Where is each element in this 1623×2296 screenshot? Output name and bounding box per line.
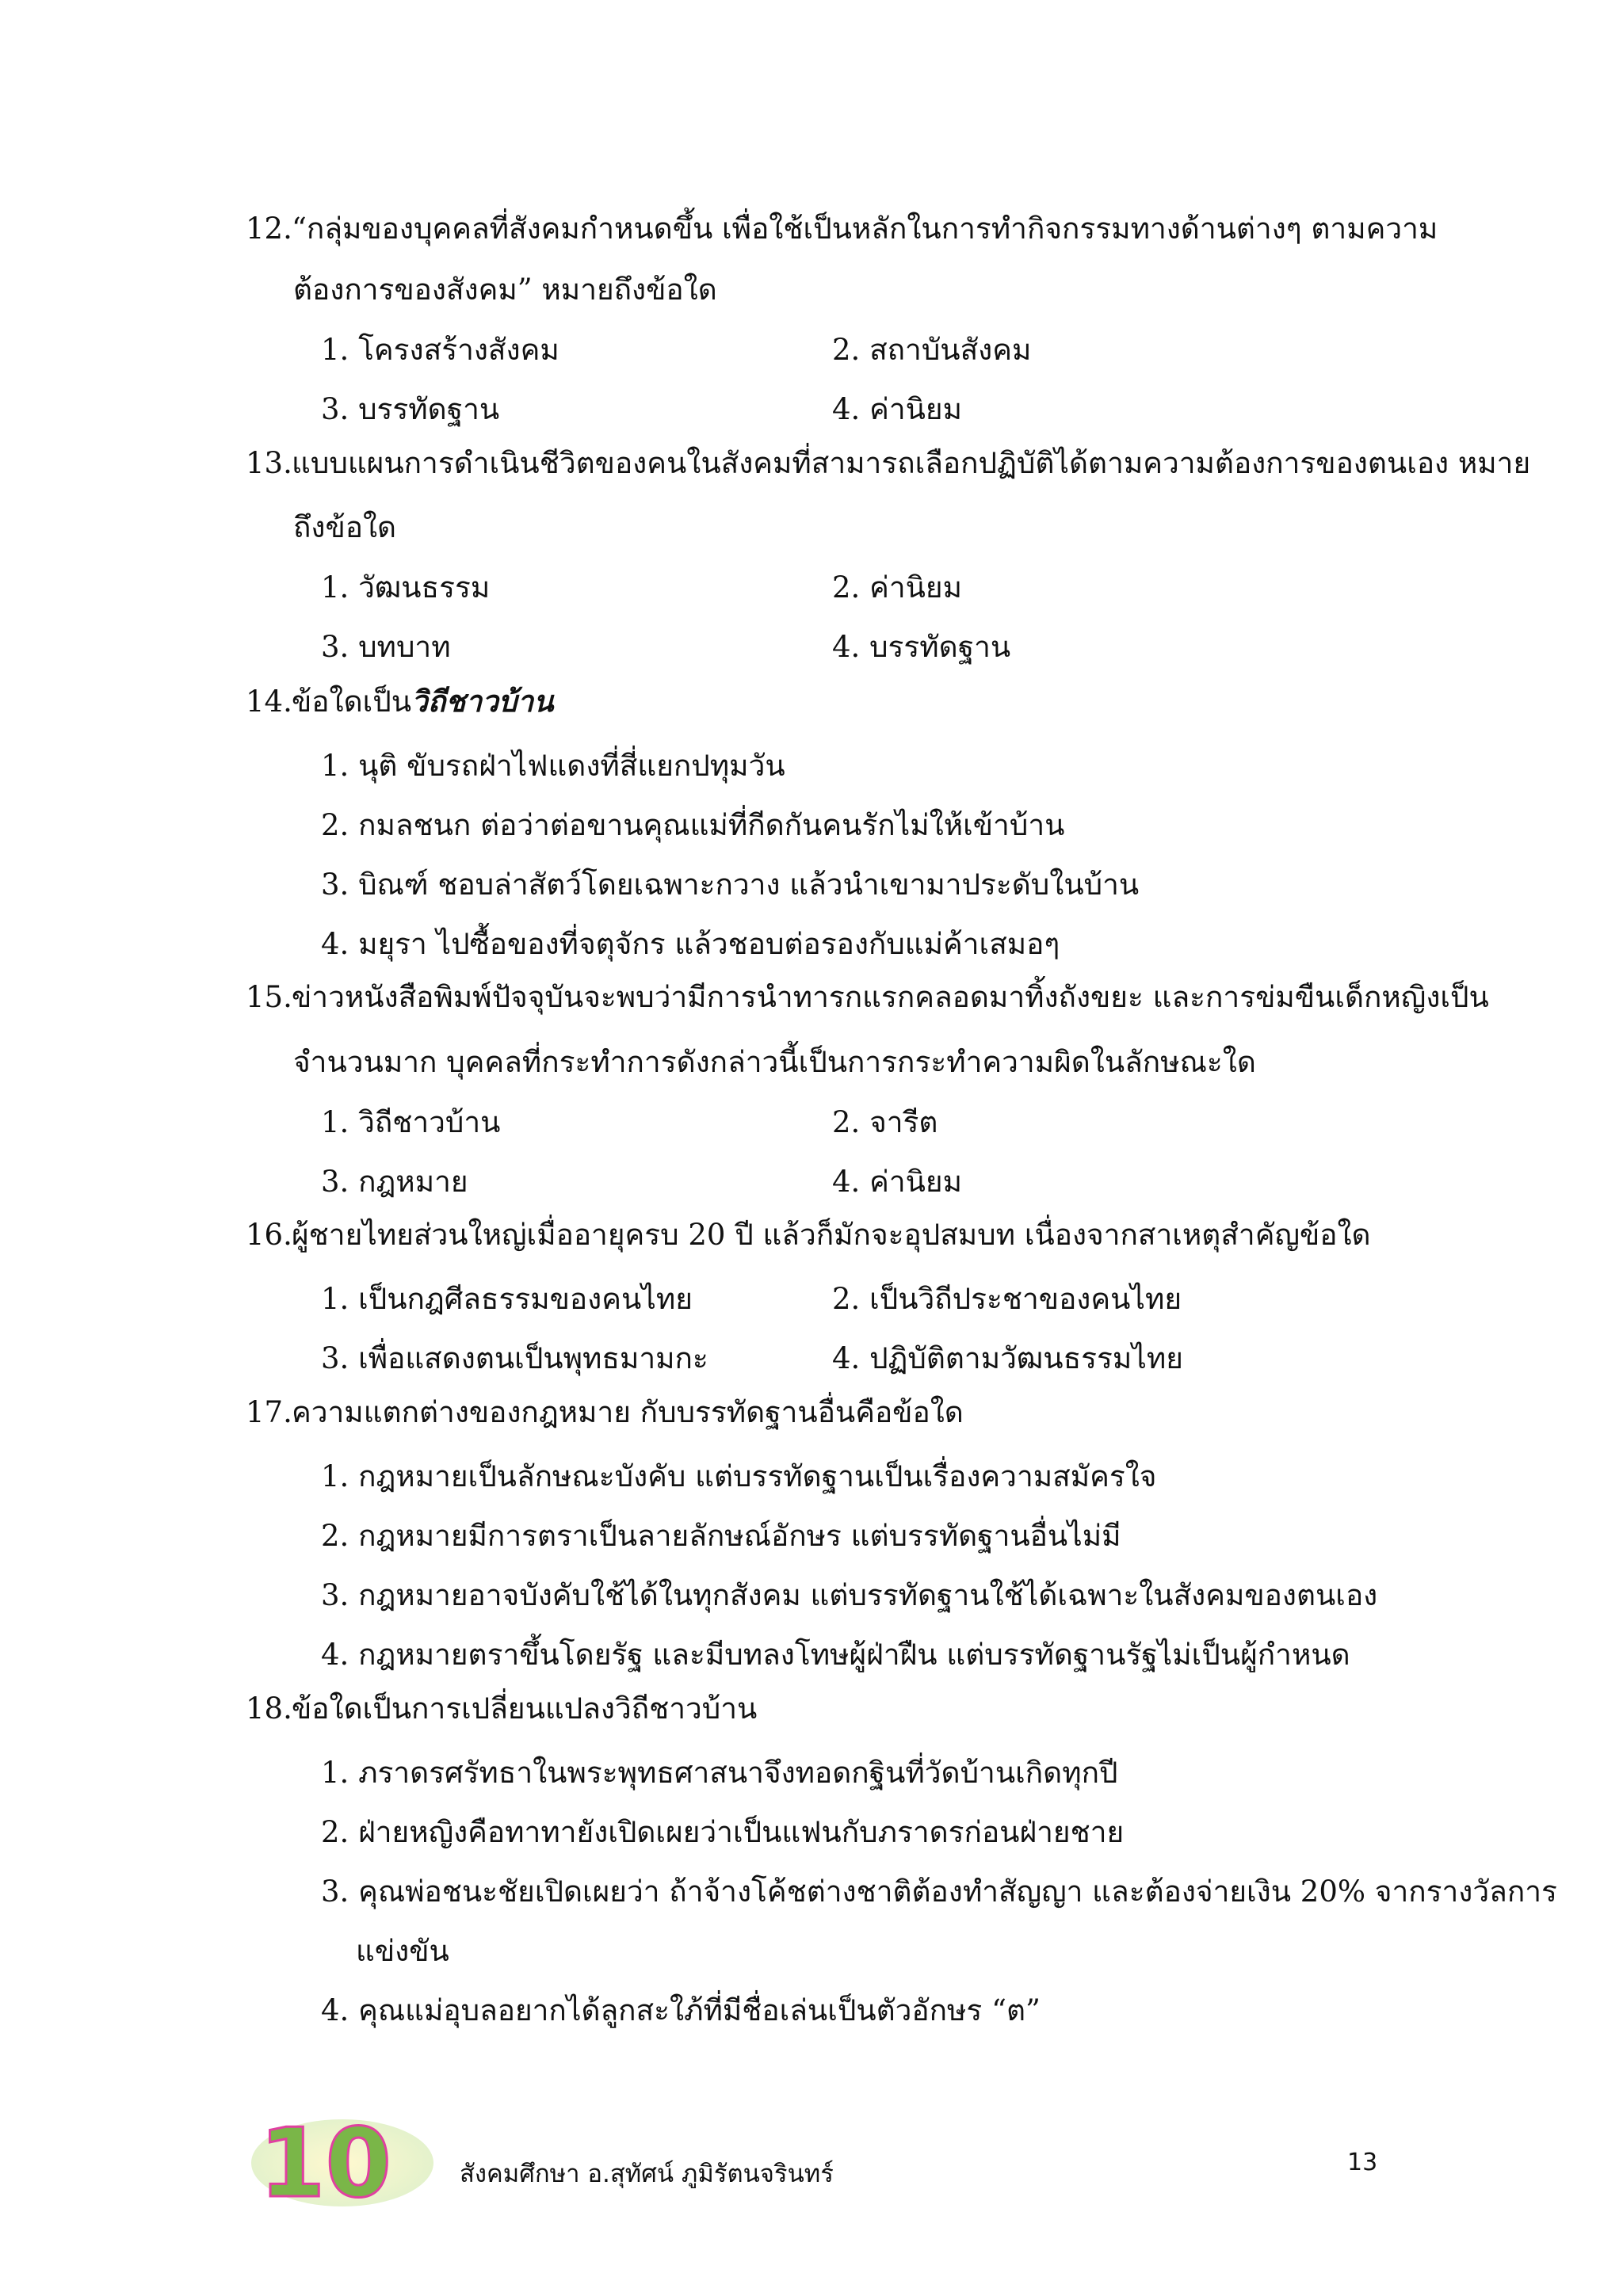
option: 3. บิณฑ์ ชอบล่าสัตว์โดยเฉพาะกวาง แล้วนำเขามาประดับในบ้าน: [321, 868, 1140, 902]
option: 4. คุณแม่อุบลอยากได้ลูกสะใภ้ที่มีชื่อเล่นเป็นตัวอักษร “ต”: [321, 1993, 1041, 2027]
option: 1. โครงสร้างสังคม: [321, 333, 559, 367]
question-16: 16.ผู้ชายไทยส่วนใหญ่เมื่ออายุครบ 20 ปี แล้วก็มักจะอุปสมบท เนื่องจากสาเหตุสำคัญข้อใด: [246, 1218, 1371, 1252]
question-15-cont: จำนวนมาก บุคคลที่กระทำการดังกล่าวนี้เป็นการกระทำความผิดในลักษณะใด: [293, 1045, 1256, 1079]
question-text: ข้อใดเป็น: [292, 685, 412, 719]
option: 4. บรรทัดฐาน: [832, 630, 1011, 664]
question-15: 15.ข่าวหนังสือพิมพ์ปัจจุบันจะพบว่ามีการนำทารกแรกคลอดมาทิ้งถังขยะ และการข่มขืนเด็กหญิงเป็น: [246, 980, 1489, 1014]
option: 1. วิถีชาวบ้าน: [321, 1105, 501, 1139]
option: 4. มยุรา ไปซื้อของที่จตุจักร แล้วชอบต่อรองกับแม่ค้าเสมอๆ: [321, 927, 1060, 961]
option: 3. กฎหมายอาจบังคับใช้ได้ในทุกสังคม แต่บรรทัดฐานใช้ได้เฉพาะในสังคมของตนเอง: [321, 1578, 1378, 1612]
question-12-cont: ต้องการของสังคม” หมายถึงข้อใด: [293, 273, 717, 307]
option: 2. เป็นวิถีประชาของคนไทย: [832, 1282, 1182, 1316]
footer-author: สังคมศึกษา อ.สุทัศน์ ภูมิรัตนจรินทร์: [460, 2160, 834, 2188]
page-number: 13: [1347, 2149, 1378, 2176]
option: 4. กฎหมายตราขึ้นโดยรัฐ และมีบทลงโทษผู้ฝ่าฝืน แต่บรรทัดฐานรัฐไม่เป็นผู้กำหนด: [321, 1638, 1350, 1672]
question-text: ผู้ชายไทยส่วนใหญ่เมื่ออายุครบ 20 ปี แล้วก็มักจะอุปสมบท เนื่องจากสาเหตุสำคัญข้อใด: [292, 1218, 1371, 1252]
option: 1. ภราดรศรัทธาในพระพุทธศาสนาจึงทอดกฐินที่วัดบ้านเกิดทุกปี: [321, 1756, 1118, 1790]
option: 1. นุติ ขับรถฝ่าไฟแดงที่สี่แยกปทุมวัน: [321, 749, 785, 783]
logo-digits: 10: [259, 2109, 391, 2210]
option: 2. สถาบันสังคม: [832, 333, 1032, 367]
question-14: 14.ข้อใดเป็นวิถีชาวบ้าน: [246, 684, 554, 719]
option: 1. วัฒนธรรม: [321, 570, 491, 605]
question-18: 18.ข้อใดเป็นการเปลี่ยนแปลงวิถีชาวบ้าน: [246, 1691, 758, 1726]
option: 2. กฎหมายมีการตราเป็นลายลักษณ์อักษร แต่บรรทัดฐานอื่นไม่มี: [321, 1519, 1121, 1553]
question-13-cont: ถึงข้อใด: [293, 510, 397, 544]
question-text: แบบแผนการดำเนินชีวิตของคนในสังคมที่สามารถเลือกปฏิบัติได้ตามความต้องการของตนเอง หมาย: [292, 446, 1531, 480]
question-text: ความแตกต่างของกฎหมาย กับบรรทัดฐานอื่นคือข้อใด: [292, 1395, 964, 1429]
question-emphasis: วิถีชาวบ้าน: [411, 684, 554, 719]
option: 4. ค่านิยม: [832, 1165, 962, 1199]
option: 3. คุณพ่อชนะชัยเปิดเผยว่า ถ้าจ้างโค้ชต่างชาติต้องทำสัญญา และต้องจ่ายเงิน 20% จากรางวัลการ: [321, 1875, 1557, 1909]
question-text: ข่าวหนังสือพิมพ์ปัจจุบันจะพบว่ามีการนำทารกแรกคลอดมาทิ้งถังขยะ และการข่มขืนเด็กหญิงเป็น: [292, 980, 1489, 1014]
question-13: 13.แบบแผนการดำเนินชีวิตของคนในสังคมที่สามารถเลือกปฏิบัติได้ตามความต้องการของตนเอง หมาย: [246, 446, 1531, 480]
option: 4. ปฏิบัติตามวัฒนธรรมไทย: [832, 1341, 1183, 1375]
question-text: ข้อใดเป็นการเปลี่ยนแปลงวิถีชาวบ้าน: [292, 1691, 758, 1726]
question-17: 17.ความแตกต่างของกฎหมาย กับบรรทัดฐานอื่นคือข้อใด: [246, 1395, 964, 1429]
option: 4. ค่านิยม: [832, 392, 962, 426]
option: 2. ฝ่ายหญิงคือทาทายังเปิดเผยว่าเป็นแฟนกับภราดรก่อนฝ่ายชาย: [321, 1815, 1125, 1849]
option: 3. กฎหมาย: [321, 1165, 468, 1199]
option: 1. กฎหมายเป็นลักษณะบังคับ แต่บรรทัดฐานเป็นเรื่องความสมัครใจ: [321, 1459, 1157, 1493]
option-cont: แข่งขัน: [356, 1934, 449, 1968]
option: 3. บทบาท: [321, 630, 451, 664]
option: 3. เพื่อแสดงตนเป็นพุทธมามกะ: [321, 1341, 708, 1375]
question-text: “กลุ่มของบุคคลที่สังคมกำหนดขึ้น เพื่อใช้เป็นหลักในการทำกิจกรรมทางด้านต่างๆ ตามความ: [292, 212, 1438, 246]
option: 2. กมลชนก ต่อว่าต่อขานคุณแม่ที่กีดกันคนรักไม่ให้เข้าบ้าน: [321, 808, 1065, 842]
tutor-logo: [247, 2107, 445, 2210]
option: 3. บรรทัดฐาน: [321, 392, 500, 426]
option: 2. จารีต: [832, 1105, 938, 1139]
option: 1. เป็นกฎศีลธรรมของคนไทย: [321, 1282, 693, 1316]
option: 2. ค่านิยม: [832, 570, 962, 605]
question-12: 12.“กลุ่มของบุคคลที่สังคมกำหนดขึ้น เพื่อใช้เป็นหลักในการทำกิจกรรมทางด้านต่างๆ ตามความ: [246, 212, 1438, 246]
